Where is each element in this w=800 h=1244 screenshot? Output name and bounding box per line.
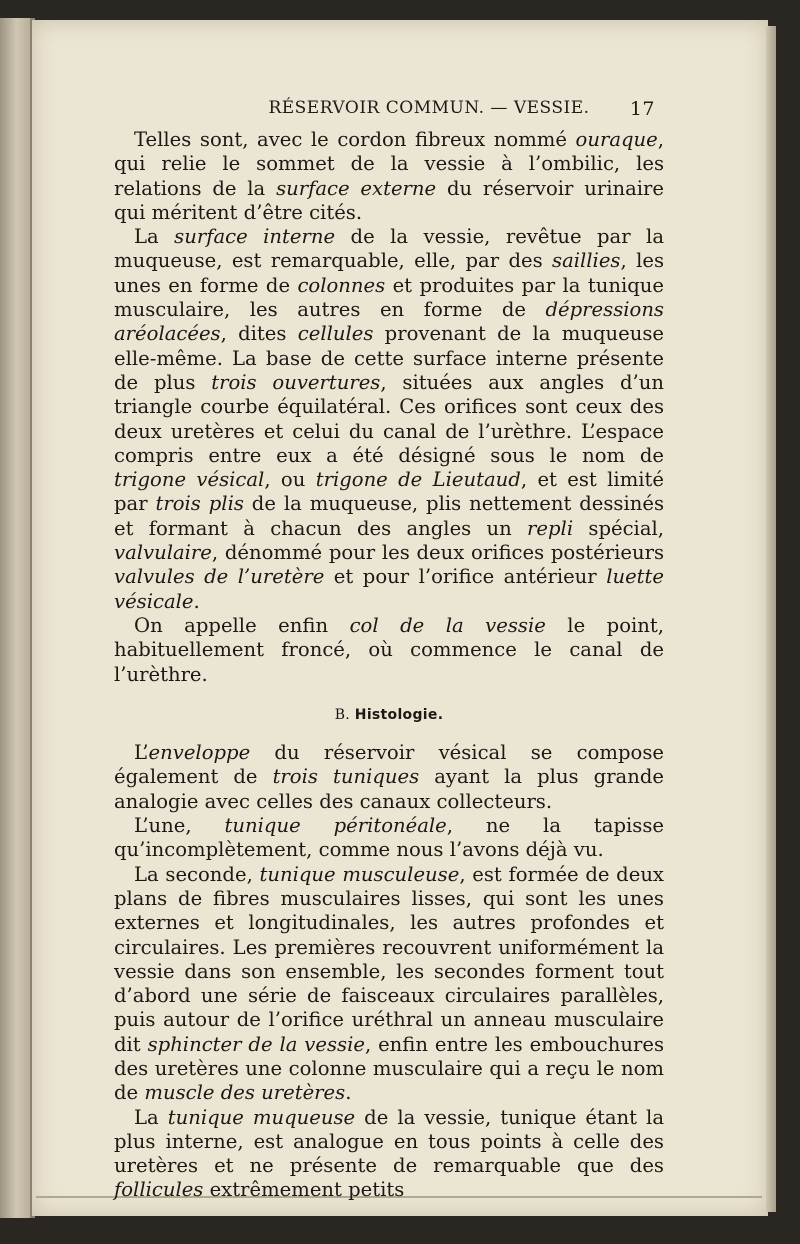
text-run: , dénommé pour les deux orifices postérieurs [211, 541, 664, 565]
text-run: et produites par la tunique musculaire, les autres en forme de [114, 273, 664, 322]
text-run: de la muqueuse, plis nettement dessinés et formant à chacun des angles un [114, 492, 665, 540]
paragraphs-before-heading [114, 128, 664, 687]
text-run: , ou [264, 468, 316, 492]
text-run: La [134, 225, 175, 249]
italic-term: tunique muqueuse [167, 1105, 356, 1129]
italic-term: trois plis [155, 492, 244, 516]
paragraph [114, 741, 664, 814]
text-run: et pour l’orifice antérieur [324, 565, 607, 589]
text-run: provenant de la muqueuse elle-même. La base de cette surface interne présente de plus [114, 322, 664, 394]
italic-term: ouraque [575, 128, 658, 151]
text-run: du réservoir urinaire qui méritent d’être cités. [114, 176, 664, 224]
italic-term: muscle des uretères [144, 1081, 346, 1105]
paragraph [114, 225, 664, 614]
text-run: , est formée de deux plans de fibres musculaires lisses, qui sont les unes externes et longitudinales, les autres profondes et circulaires. Les premières recouvrent uniformément la vessie dans son ensemble, les secondes forment tout d’abord une série de faisceaux circulaires parallèles, puis autour de l’orifice uréthral un anneau musculaire dit [114, 862, 664, 1056]
text-run: , qui relie le sommet de la vessie à l’ombilic, les relations de la [114, 128, 664, 200]
text-run: du réservoir vésical se compose également de [114, 741, 664, 789]
text-run: ayant la plus grande analogie avec celles des canaux collecteurs. [114, 765, 664, 813]
italic-term: trigone vésical [114, 468, 265, 492]
text-run: . [193, 589, 200, 613]
text-run: , dites [220, 322, 298, 346]
text-run: , ne la tapisse qu’incomplètement, comme nous l’avons déjà vu. [114, 814, 664, 862]
text-run: de la vessie, tunique étant la plus interne, est analogue en tous points à celle des uretères et ne présente de remarquable que des [114, 1105, 665, 1178]
paragraph [114, 128, 664, 225]
italic-term: trois ouvertures [211, 370, 381, 394]
italic-term: dépressions aréolacées [114, 298, 664, 346]
paragraph [114, 863, 664, 1106]
page-number: 17 [629, 98, 655, 120]
page-stack-edge [766, 26, 776, 1212]
italic-term: trigone de Lieutaud [315, 468, 521, 492]
body-text [114, 128, 664, 1203]
text-run: On appelle enfin [134, 613, 350, 637]
text-run: de la vessie, revêtue par la muqueuse, est remarquable, elle, par des [114, 225, 665, 273]
italic-term: trois tuniques [272, 765, 420, 789]
italic-term: tunique musculeuse [259, 862, 460, 886]
italic-term: enveloppe [148, 741, 251, 765]
text-run: La [134, 1105, 168, 1129]
text-run: Telles sont, avec le cordon fibreux nommé [134, 128, 576, 151]
italic-term: saillies [552, 249, 621, 273]
italic-term: luette vésicale [114, 565, 665, 613]
text-run: . [345, 1081, 352, 1105]
text-run: extrêmement petits [203, 1178, 405, 1202]
text-run: , et est limité par [114, 468, 665, 516]
italic-term: surface interne [174, 225, 336, 249]
italic-term: colonnes [297, 273, 386, 297]
paragraph [114, 814, 664, 863]
text-run: , les unes en forme de [114, 249, 665, 297]
italic-term: valvulaire [114, 541, 212, 565]
text-run: spécial, [573, 516, 664, 540]
paragraph [114, 1106, 664, 1203]
italic-term: cellules [297, 322, 374, 346]
paragraphs-after-heading [114, 741, 664, 1203]
facing-page-edge [0, 18, 30, 1218]
text-run: le point, habituellement froncé, où commence le canal de l’urèthre. [114, 613, 664, 686]
text-run: , enfin entre les embouchures des uretères une colonne musculaire qui a reçu le nom de [114, 1032, 664, 1105]
italic-term: tunique péritonéale [224, 814, 447, 838]
italic-term: surface externe [276, 176, 437, 200]
text-run: , situées aux angles d’un triangle courbe équilatéral. Ces orifices sont ceux des deux uretères et celui du canal de l’urèthre. L’espace compris entre eux a été désigné sous le nom de [114, 370, 664, 467]
italic-term: sphincter de la vessie [147, 1032, 365, 1056]
section-letter: B. [334, 706, 351, 723]
paragraph [114, 614, 664, 687]
text-run: La seconde, [134, 862, 260, 886]
section-heading [114, 703, 664, 727]
page-header [115, 98, 665, 126]
running-head: RÉSERVOIR COMMUN. — VESSIE. [268, 98, 590, 118]
italic-term: follicules [114, 1178, 204, 1202]
italic-term: valvules de l’uretère [114, 565, 325, 589]
text-run: L’ [134, 741, 149, 765]
italic-term: repli [527, 516, 574, 540]
italic-term: col de la vessie [349, 613, 546, 637]
section-title: Histologie. [354, 706, 444, 723]
text-run: L’une, [134, 814, 225, 838]
